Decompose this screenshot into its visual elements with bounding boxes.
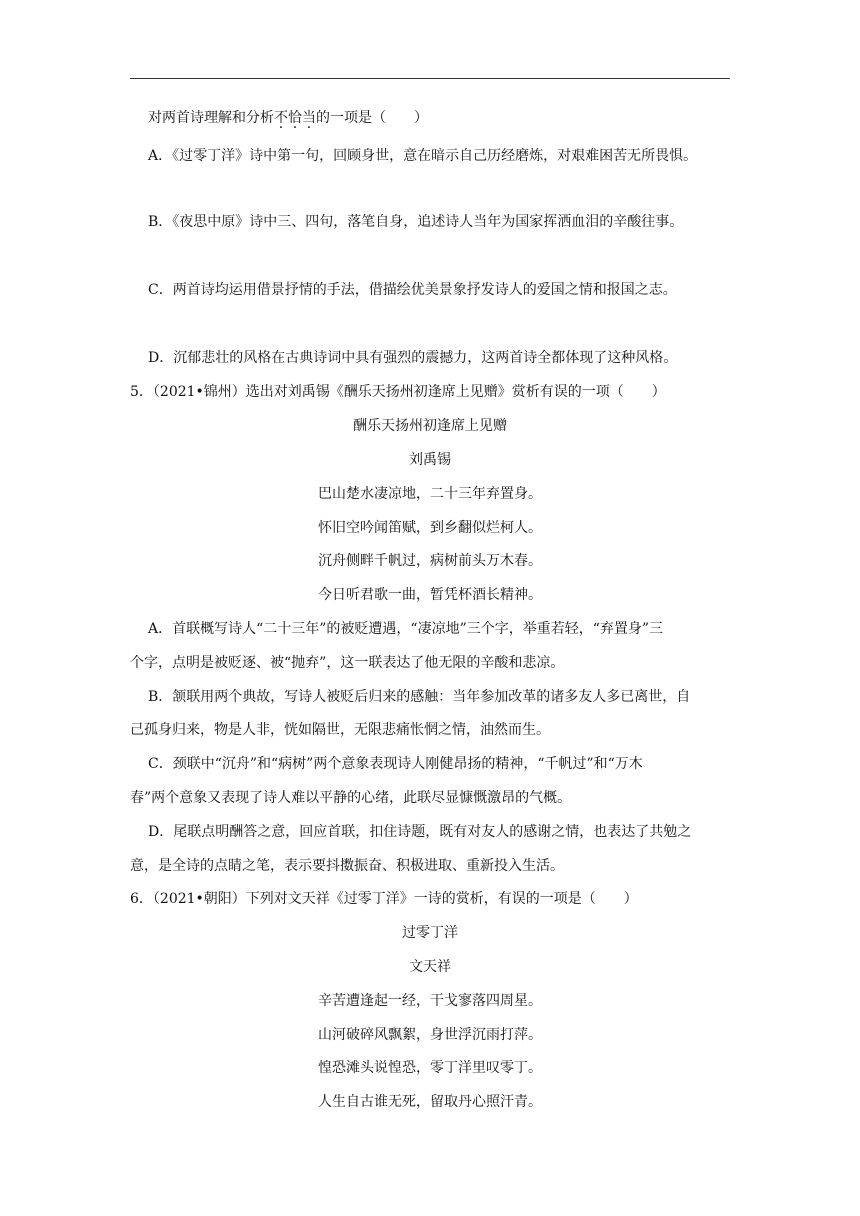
q5-option-d-line2: 意，是全诗的点睛之笔，表示要抖擞振奋、积极进取、重新投入生活。 xyxy=(130,858,564,874)
q5-option-c-line1: C．颈联中“沉舟”和“病树”两个意象表现诗人刚健昂扬的精神，“千帆过”和“万木 xyxy=(148,756,643,772)
q6-poem-line: 辛苦遭逢起一经，干戈寥落四周星。 xyxy=(318,993,542,1009)
q5-poem-author: 刘禹锡 xyxy=(409,452,451,468)
emphasis-char: 不 xyxy=(274,110,288,126)
header-rule xyxy=(130,78,730,79)
q6-poem-line: 人生自古谁无死，留取丹心照汗青。 xyxy=(318,1094,542,1110)
q5-poem-line: 今日听君歌一曲，暂凭杯酒长精神。 xyxy=(318,587,542,603)
q5-option-b-line2: 己孤身归来，物是人非，恍如隔世，无限悲痛怅惘之情，油然而生。 xyxy=(130,722,550,738)
q5-option-b-line1: B．颔联用两个典故，写诗人被贬后归来的感触：当年参加改革的诸多友人多已离世，自 xyxy=(148,689,691,705)
q5-option-a-line1: A．首联概写诗人“二十三年”的被贬遭遇，“凄凉地”三个字，举重若轻，“弃置身”三 xyxy=(148,621,664,637)
q5-poem-title: 酬乐天扬州初逢席上见赠 xyxy=(353,418,507,434)
q4-stem-after: 的一项是（ ） xyxy=(316,110,428,126)
q5-poem-line: 怀旧空吟闻笛赋，到乡翻似烂柯人。 xyxy=(318,520,542,536)
emphasis-char: 恰 xyxy=(288,110,302,126)
q4-option-a: A．《过零丁洋》诗中第一句，回顾身世，意在暗示自己历经磨炼，对艰难困苦无所畏惧。 xyxy=(148,148,698,164)
q4-option-b: B．《夜思中原》诗中三、四句，落笔自身，追述诗人当年为国家挥洒血泪的辛酸往事。 xyxy=(148,214,684,230)
q6-poem-author: 文天祥 xyxy=(409,959,451,975)
q5-option-d-line1: D．尾联点明酬答之意，回应首联，扣住诗题，既有对友人的感谢之情，也表达了共勉之 xyxy=(148,824,692,840)
q6-poem-title: 过零丁洋 xyxy=(402,925,458,941)
q6-poem-line: 山河破碎风飘絮，身世浮沉雨打萍。 xyxy=(318,1027,542,1043)
q6-poem-line: 惶恐滩头说惶恐，零丁洋里叹零丁。 xyxy=(318,1060,542,1076)
q5-stem: 5．（2021•锦州）选出对刘禹锡《酬乐天扬州初逢席上见赠》赏析有误的一项（ ） xyxy=(130,384,666,400)
q5-option-a-line2: 个字，点明是被贬逐、被“抛弃”，这一联表达了他无限的辛酸和悲凉。 xyxy=(130,655,565,671)
q6-stem: 6．（2021•朝阳）下列对文天祥《过零丁洋》一诗的赏析，有误的一项是（ ） xyxy=(130,891,638,907)
q4-option-c: C．两首诗均运用借景抒情的手法，借描绘优美景象抒发诗人的爱国之情和报国之志。 xyxy=(148,282,677,298)
q4-option-d: D．沉郁悲壮的风格在古典诗词中具有强烈的震撼力，这两首诗全都体现了这种风格。 xyxy=(148,350,678,366)
q5-option-c-line2: 春”两个意象又表现了诗人难以平静的心绪，此联尽显慷慨激昂的气概。 xyxy=(130,790,572,806)
q5-poem-line: 沉舟侧畔千帆过，病树前头万木春。 xyxy=(318,553,542,569)
emphasis-char: 当 xyxy=(302,110,316,126)
q4-stem xyxy=(148,108,428,128)
q5-poem-line: 巴山楚水凄凉地，二十三年弃置身。 xyxy=(318,486,542,502)
q4-stem-before: 对两首诗理解和分析 xyxy=(148,110,274,126)
